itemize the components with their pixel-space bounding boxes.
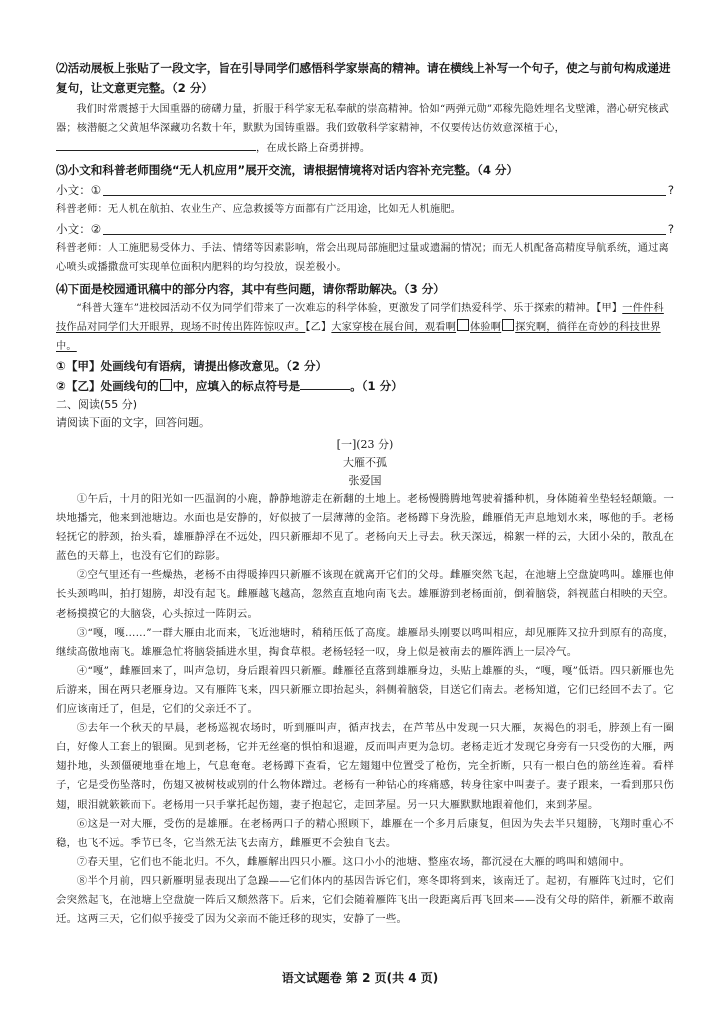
section-heading: 二、阅读(55 分)	[56, 398, 138, 411]
q3-teacher-2: 科普老师：人工施肥易受体力、手法、情绪等因素影响，常会出现局部施肥过量或遗漏的情况；而无人机配备高精度导航系统，通过离心喷头或播撒盘可实现单位面积内肥料的均匀投放，误差极小。	[56, 243, 669, 273]
q4-yi-part-3: 探究啊，徜徉在奇妙的科技世界中。	[56, 322, 661, 352]
q4-sub2	[56, 376, 674, 396]
q3-teacher-1: 科普老师：无人机在航拍、农业生产、应急救援等方面都有广泛用途，比如无人机施肥。	[56, 204, 462, 215]
q4-sub2-c: 。（1 分）	[350, 379, 403, 393]
article-title: 大雁不孤	[343, 456, 387, 469]
punctuation-box-ref	[160, 379, 172, 391]
q3-answer-blank-2[interactable]	[103, 220, 666, 235]
q4-passage	[56, 299, 674, 356]
page-footer: 语文试题卷 第 2 页(共 4 页)	[281, 971, 439, 985]
q4-sub2-answer-blank[interactable]	[300, 377, 350, 390]
q4-passage-b: 【乙】	[305, 322, 332, 333]
q2-text	[56, 100, 674, 158]
q4-prompt: ⑷下面是校园通讯稿中的部分内容，其中有些问题，请你帮助解决。（3 分）	[56, 282, 445, 296]
punctuation-box-1	[457, 319, 469, 331]
q3-answer-blank-1[interactable]	[103, 181, 666, 196]
q4-yi-part-1: 大家穿梭在展台间，观看啊	[331, 322, 457, 333]
q4-sub1: ①【甲】处画线句有语病，请提出修改意见。（2 分）	[56, 359, 328, 373]
q4-sub2-b: 中，应填入的标点符号是	[172, 379, 301, 393]
q3-xiaowen-2-label: 小文：②	[56, 222, 102, 236]
q4-yi-part-2: 体验啊	[470, 322, 502, 333]
q3-xiaowen-1-row	[56, 180, 674, 200]
part-label: [一](23 分)	[336, 438, 394, 451]
punctuation-box-2	[502, 319, 514, 331]
article-paragraph-3: ③“嘎，嘎……”一群大雁由北而来，飞近池塘时，稍稍压低了高度。雄雁昂头刚要以鸣叫相应，却见雁阵又拉升到原有的高度，继续高傲地南飞。雄雁急忙将脑袋插进水里，掏食草根。老杨轻轻一叹，身上似是被南去的雁阵洒上一层冷气。	[56, 626, 674, 658]
article-paragraph-7: ⑦春天里，它们也不能北归。不久，雌雁解出四只小雁。这口小小的池塘、整座农场，都沉浸在大雁的鸣叫和嬉闹中。	[76, 855, 631, 868]
article-author: 张爱国	[348, 474, 382, 487]
q3-xiaowen-2-row	[56, 219, 674, 239]
q4-passage-a: “科普大篷车”进校园活动不仅为同学们带来了一次难忘的科学体验，更激发了同学们热爱科学、乐于探索的精神。【甲】	[76, 303, 623, 314]
article-paragraph-6: ⑥这是一对大雁，受伤的是雄雁。在老杨两口子的精心照顾下，雄雁在一个多月后康复，但因为失去半只翅膀，飞翔时重心不稳，也飞不远。季节已冬，它当然无法飞去南方，雌雁更不会独自飞去。	[56, 817, 674, 849]
section-instruction: 请阅读下面的文字，回答问题。	[56, 416, 210, 429]
q2-text-b: ，在成长路上奋勇拼搏。	[256, 143, 371, 154]
q3-xiaowen-1-label: 小文：①	[56, 183, 102, 197]
q4-sub2-a: ②【乙】处画线句的	[56, 379, 159, 393]
q3-question-mark-1: ?	[667, 183, 674, 197]
article-paragraph-8: ⑧半个月前，四只新雁明显表现出了急躁——它们体内的基因告诉它们，寒冬即将到来，该南迁了。起初，有雁阵飞过时，它们会突然起飞，在池塘上空盘旋一阵后又颓然落下。后来，它们会随着雁阵飞出一段距离后再飞回来——没有父母的陪伴，新雁不敢南迁。这两三天，它们似乎接受了因为父亲而不能迁移的现实，安静了一些。	[56, 874, 674, 926]
q3-question-mark-2: ?	[667, 222, 674, 236]
q2-text-a: 我们时常震撼于大国重器的磅礴力量，折服于科学家无私奉献的崇高精神。恰如“两弹元勋”邓稼先隐姓埋名戈壁滩，潜心研究核武器；核潜艇之父黄旭华深藏功名数十年，默默为国铸重器。我们致敬科学家精神，不仅要传达仿效意深植于心，	[56, 104, 669, 134]
article-paragraph-4: ④“嘎”，雌雁回来了，叫声急切，身后跟着四只新雁。雌雁径直落到雄雁身边，头贴上雄雁的头，“嘎，嘎”低语。四只新雁也先后游来，围在两只老雁身边。又有雁阵飞来，四只新雁立即抬起头，斜侧着脑袋，目送它们南去。老杨知道，它们已经回不去了。它们应该南迁了，但是，它们的父亲迁不了。	[56, 664, 674, 716]
article-paragraph-2: ②空气里还有一些燥热，老杨不由得暖捧四只新雁不该现在就离开它们的父母。雌雁突然飞起，在池塘上空盘旋鸣叫。雄雁也伸长头颈鸣叫，拍打翅膀，却没有起飞。雌雁越飞越高，忽然直直地向南飞去。雄雁游到老杨面前，倒着脑袋，斜视蓝白相映的天空。老杨摸摸它的大脑袋，心头掠过一阵阴云。	[56, 569, 674, 620]
article-paragraph-5: ⑤去年一个秋天的早晨，老杨巡视农场时，听到雁叫声，循声找去，在芦苇丛中发现一只大雁，灰褐色的羽毛，脖颈上有一圈白，好像人工套上的银圈。见到老杨，它并无丝毫的惧怕和退避，反而叫声更为急切。老杨走近才发现它身旁有一只受伤的大雁，两翅扑地，头颈僵硬地垂在地上，气息奄奄。老杨蹲下查看，它左翅翅中位置受了枪伤，完全折断，只有一根白色的筋丝连着。看样子，它是受伤坠落时，伤翅又被树枝或别的什么物体蹭过。老杨有一种钻心的疼痛感，转身往家中叫妻子。妻子跟来，一看到那只伤翅，眼泪就簌簌而下。老杨用一只手掌托起伤翅，妻子抱起它，走回茅屋。另一只大雁默默地跟着他们，来到茅屋。	[56, 722, 674, 811]
q2-prompt: ⑵活动展板上张贴了一段文字，旨在引导同学们感悟科学家崇高的精神。请在横线上补写一个句子，使之与前句构成递进复句，让文意更完整。（2 分）	[56, 61, 671, 95]
q4-jia-sentence: 一件件科技作品对同学们大开眼界，现场不时传出阵阵惊叹声。	[56, 303, 664, 333]
q2-answer-blank[interactable]	[56, 138, 256, 151]
q3-prompt: ⑶小文和科普老师围绕“无人机应用”展开交流，请根据情境将对话内容补充完整。（4 分）	[56, 163, 519, 177]
article-paragraph-1: ①午后，十月的阳光如一匹温润的小鹿，静静地游走在新翻的土地上。老杨慢腾腾地驾驶着播种机，身体随着坐垫轻轻颠簸。一块地播完，他来到池塘边。水面也是安静的，好似披了一层薄薄的金箔。老杨蹲下身洗脸，雌雁俏无声息地划水来，啄他的手。老杨轻抚它的脖颈，抬头看，雄雁静浮在不远处，四只新雁却不见了。老杨向天上寻去。秋天深远，棉絮一样的云，大团小朵的，散乱在蓝色的天幕上，也没有它们的踪影。	[56, 493, 674, 563]
